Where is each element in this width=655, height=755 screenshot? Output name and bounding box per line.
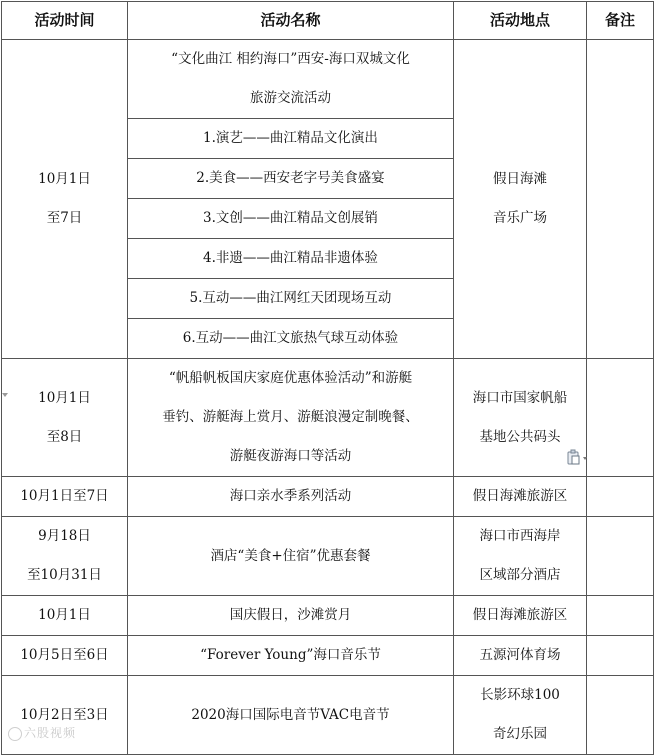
sub-item: 2.美食——西安老字号美食盛宴 (128, 159, 454, 199)
location-cell: 假日海滩 音乐广场 (454, 40, 587, 359)
sub-item: 4.非遗——曲江精品非遗体验 (128, 239, 454, 279)
table-row (2, 40, 654, 119)
time-cell: 10月2日至3日 (2, 676, 128, 755)
header-note: 备注 (587, 2, 654, 40)
note-cell (587, 359, 654, 477)
location-cell: 假日海滩旅游区 (454, 477, 587, 517)
time-cell: 10月1日 至8日 (2, 359, 128, 477)
location-cell: 五源河体育场 (454, 636, 587, 676)
table-row (2, 636, 654, 676)
sub-item: 1.演艺——曲江精品文化演出 (128, 119, 454, 159)
table-row (2, 517, 654, 596)
table-row (2, 596, 654, 636)
table-row (2, 477, 654, 517)
location-cell: 假日海滩旅游区 (454, 596, 587, 636)
note-cell (587, 596, 654, 636)
name-cell: 国庆假日，沙滩赏月 (128, 596, 454, 636)
name-cell: “帆船帆板国庆家庭优惠体验活动”和游艇 垂钓、游艇海上赏月、游艇浪漫定制晚餐、 游艇夜游海口等活动 (128, 359, 454, 477)
name-cell: 酒店“美食+住宿”优惠套餐 (128, 517, 454, 596)
header-row (2, 2, 654, 40)
sub-item: 3.文创——曲江精品文创展销 (128, 199, 454, 239)
time-cell: 10月1日至7日 (2, 477, 128, 517)
name-cell: 海口亲水季系列活动 (128, 477, 454, 517)
location-cell: 海口市国家帆船 基地公共码头 (454, 359, 587, 477)
note-cell (587, 477, 654, 517)
note-cell (587, 636, 654, 676)
sub-item: 5.互动——曲江网红天团现场互动 (128, 279, 454, 319)
note-cell (587, 40, 654, 359)
table-row (2, 359, 654, 477)
location-cell: 海口市西海岸 区域部分酒店 (454, 517, 587, 596)
watermark: 六股视频 (8, 724, 76, 741)
paste-options-icon[interactable] (567, 449, 589, 465)
sub-item: 6.互动——曲江文旅热气球互动体验 (128, 319, 454, 359)
time-cell: 10月5日至6日 (2, 636, 128, 676)
event-schedule-table (1, 1, 654, 755)
time-cell: 10月1日 至7日 (2, 40, 128, 359)
table-row (2, 676, 654, 755)
header-location: 活动地点 (454, 2, 587, 40)
note-cell (587, 517, 654, 596)
collapse-triangle-icon[interactable] (2, 393, 8, 397)
name-cell: “文化曲江 相约海口”西安-海口双城文化 旅游交流活动 (128, 40, 454, 119)
watermark-logo-icon (8, 727, 22, 741)
location-cell: 长影环球100 奇幻乐园 (454, 676, 587, 755)
header-time: 活动时间 (2, 2, 128, 40)
header-name: 活动名称 (128, 2, 454, 40)
name-cell: 2020海口国际电音节VAC电音节 (128, 676, 454, 755)
time-cell: 9月18日 至10月31日 (2, 517, 128, 596)
name-cell: “Forever Young”海口音乐节 (128, 636, 454, 676)
note-cell (587, 676, 654, 755)
time-cell: 10月1日 (2, 596, 128, 636)
